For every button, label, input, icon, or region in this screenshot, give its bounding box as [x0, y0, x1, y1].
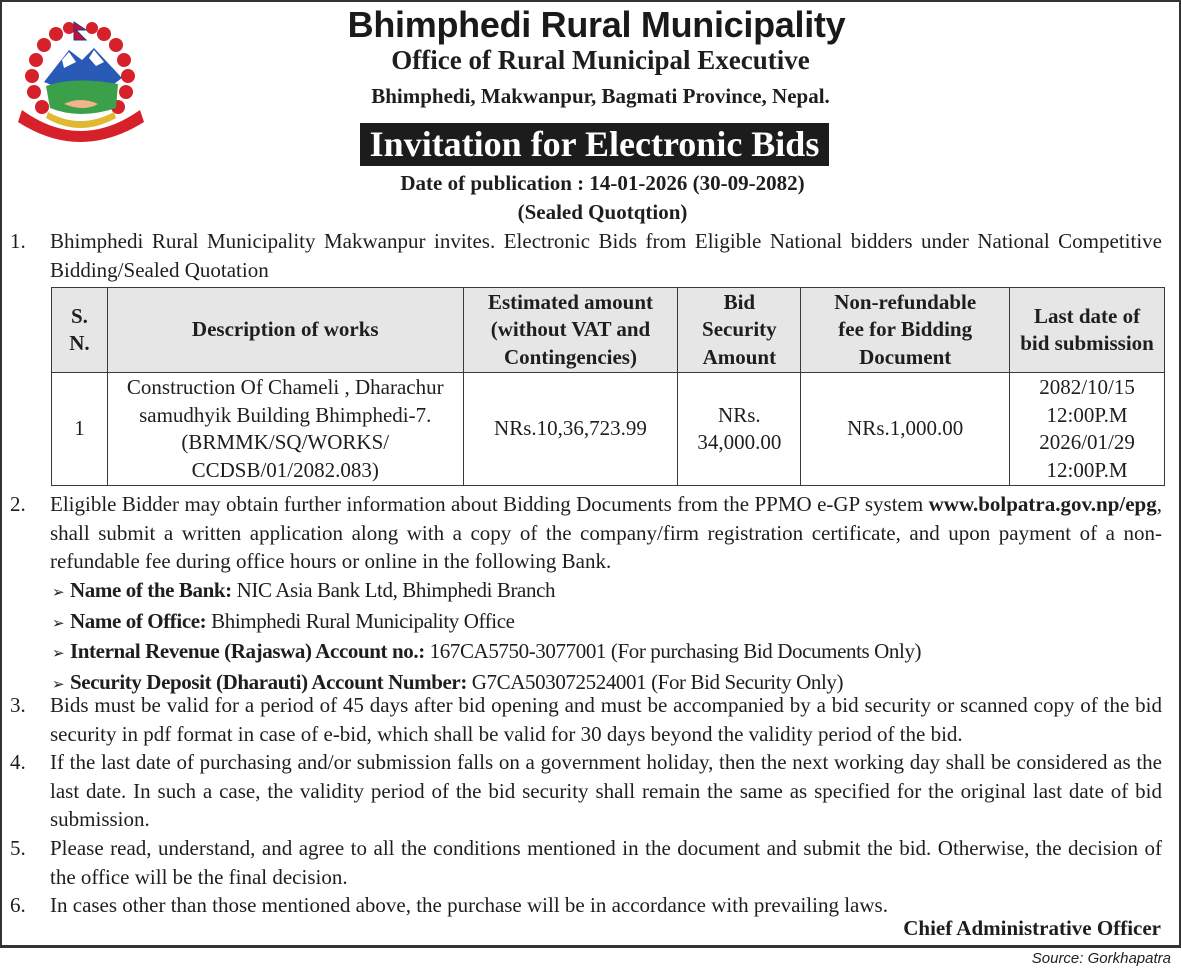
bid-type: (Sealed Quotqtion) — [517, 200, 688, 224]
clause-number: 1. — [10, 229, 26, 253]
signatory-title: Chief Administrative Officer — [903, 916, 1161, 940]
cell-document-fee: NRs.1,000.00 — [801, 373, 1010, 486]
clause-number: 6. — [10, 893, 26, 917]
header-sn: S. N. — [52, 288, 108, 373]
header-description: Description of works — [107, 288, 463, 373]
arrow-bullet-icon: ➢ — [52, 583, 65, 601]
header-bid-security: Bid Security Amount — [678, 288, 801, 373]
municipality-title: Bhimphedi Rural Municipality — [347, 4, 846, 45]
cell-estimated-amount: NRs.10,36,723.99 — [463, 373, 678, 486]
clause-text: If the last date of purchasing and/or submission falls on a government holiday, then the next working day shall be considered as the last date. In such a case, the validity period of the bid security shall remain the same as specified for the original last date of bid submission. — [50, 750, 1162, 832]
clause-3 — [10, 691, 1162, 748]
list-item: ➢ Name of Office: Bhimphedi Rural Municipality Office — [52, 607, 921, 638]
bolpatra-link[interactable]: www.bolpatra.gov.np/epg — [928, 492, 1157, 516]
banner-container — [0, 123, 1181, 166]
bank-details-list — [52, 576, 921, 698]
clause-2 — [10, 490, 1162, 576]
clause-5 — [10, 834, 1162, 891]
clause-number: 5. — [10, 836, 26, 860]
cell-last-date: 2082/10/15 12:00P.M 2026/01/29 12:00P.M — [1010, 373, 1165, 486]
clause-4 — [10, 748, 1162, 834]
header-last-date: Last date of bid submission — [1010, 288, 1165, 373]
clause-text: Bhimphedi Rural Municipality Makwanpur invites. Electronic Bids from Eligible National bidders under National Competitive Bidding/Sealed Quotation — [50, 229, 1162, 282]
notice-banner-title: Invitation for Electronic Bids — [360, 123, 830, 166]
clause-text: In cases other than those mentioned above, the purchase will be in accordance with prevailing laws. — [50, 893, 888, 917]
cell-bid-security: NRs. 34,000.00 — [678, 373, 801, 486]
list-item: ➢ Internal Revenue (Rajaswa) Account no.: 167CA5750-3077001 (For purchasing Bid Documents Only) — [52, 637, 921, 668]
header-estimated-amount: Estimated amount (without VAT and Contingencies) — [463, 288, 678, 373]
list-item: ➢ Name of the Bank: NIC Asia Bank Ltd, Bhimphedi Branch — [52, 576, 921, 607]
bid-works-table — [51, 287, 1165, 486]
list-item: ➢ Security Deposit (Dharauti) Account Number: G7CA503072524001 (For Bid Security Only) — [52, 668, 921, 699]
arrow-bullet-icon: ➢ — [52, 613, 65, 632]
source-credit: Source: Gorkhapatra — [1031, 950, 1171, 967]
office-name: Office of Rural Municipal Executive — [391, 45, 810, 75]
arrow-bullet-icon: ➢ — [52, 674, 65, 693]
clause-number: 4. — [10, 750, 26, 774]
clause-text: Please read, understand, and agree to all the conditions mentioned in the document and submit the bid. Otherwise, the decision of the office will be the final decision. — [50, 836, 1162, 889]
arrow-bullet-icon: ➢ — [52, 644, 65, 663]
clause-text: Eligible Bidder may obtain further information about Bidding Documents from the PPMO e-GP system www.bolpatra.gov.np/epg, shall submit a written application along with a copy of the company/firm registration certificate, and upon payment of a non-refundable fee during office hours or online in the following Bank. — [50, 492, 1162, 574]
cell-sn: 1 — [52, 373, 108, 486]
clause-number: 3. — [10, 693, 26, 717]
clause-1 — [10, 227, 1162, 284]
clause-number: 2. — [10, 492, 26, 516]
table-header-row — [52, 288, 1165, 373]
cell-description: Construction Of Chameli , Dharachur samudhyik Building Bhimphedi-7. (BRMMK/SQ/WORKS/ CCDSB/01/2082.083) — [107, 373, 463, 486]
header-document-fee: Non-refundable fee for Bidding Document — [801, 288, 1010, 373]
table-row — [52, 373, 1165, 486]
office-address: Bhimphedi, Makwanpur, Bagmati Province, Nepal. — [371, 84, 830, 108]
publication-date: Date of publication : 14-01-2026 (30-09-2082) — [400, 171, 805, 195]
clause-text: Bids must be valid for a period of 45 days after bid opening and must be accompanied by a bid security or scanned copy of the bid security in pdf format in case of e-bid, which shall be valid for 30 days beyond the validity period of the bid. — [50, 693, 1162, 746]
